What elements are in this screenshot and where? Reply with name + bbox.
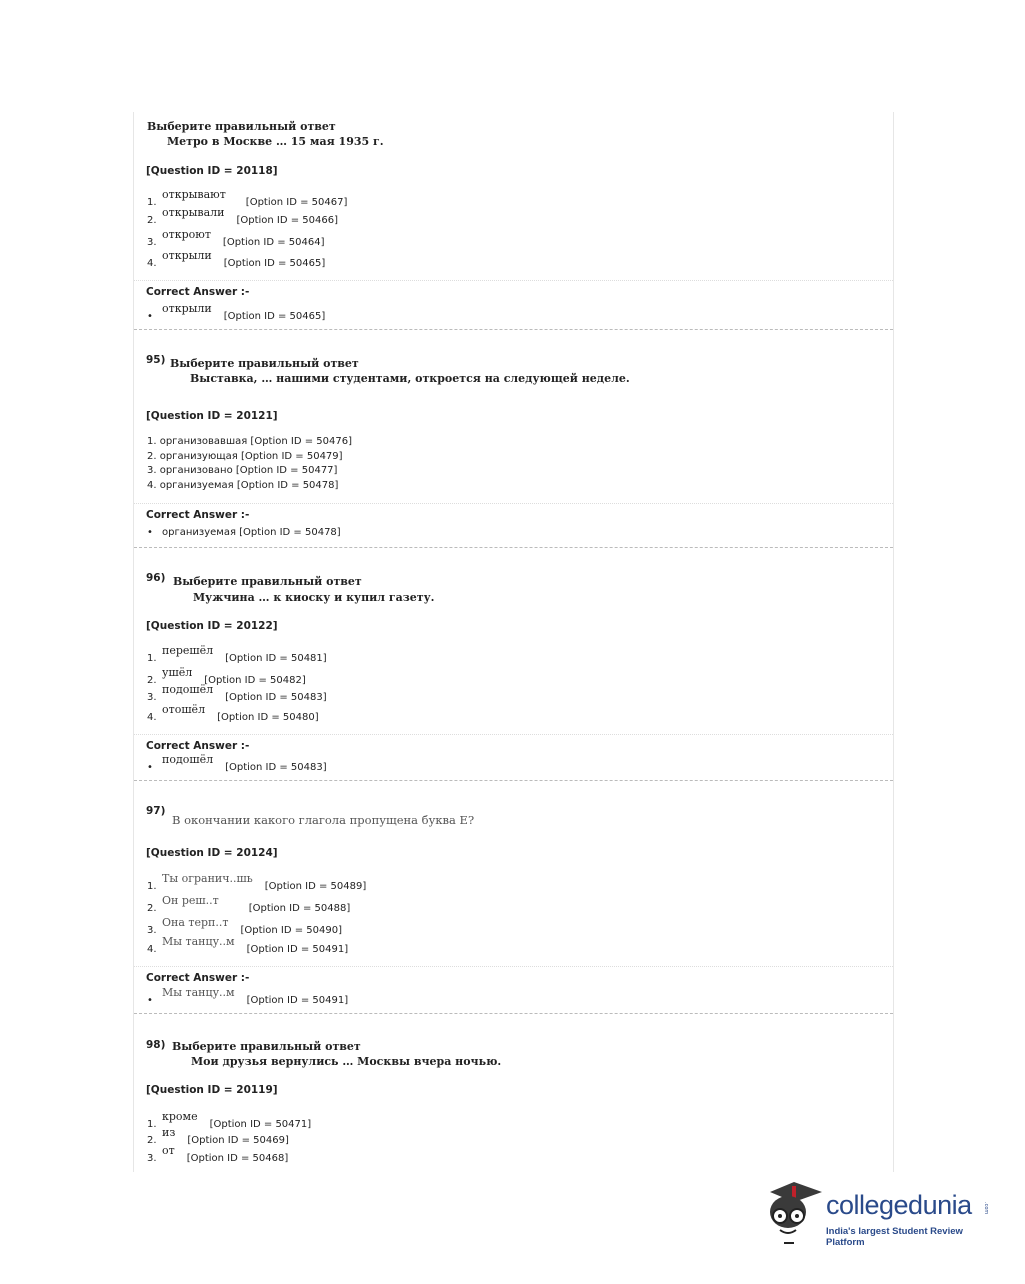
mascot-icon [766,1178,824,1248]
question-sentence: Мои друзья вернулись … Москвы вчера ночью. [191,1055,502,1068]
collegedunia-logo [766,1178,996,1248]
option-2: 2.открывали[Option ID = 50466] [147,206,339,226]
question-separator [134,547,893,548]
question-id: [Question ID = 20124] [146,847,278,859]
logo-wordmark: collegedunia [826,1190,972,1220]
question-id: [Question ID = 20118] [146,165,278,177]
option-1: 1.открывают[Option ID = 50467] [147,188,348,208]
question-id: [Question ID = 20122] [146,620,278,632]
question-title: Выберите правильный ответ [147,120,336,133]
logo-tagline: India's largest Student Review Platform [826,1226,963,1248]
exam-page [133,112,894,1172]
option-4: 4.Мы танцу..м[Option ID = 50491] [147,935,349,955]
question-title: Выберите правильный ответ [172,1040,361,1053]
correct-answer-label: Correct Answer :- [146,286,250,298]
question-sentence: Мужчина … к киоску и купил газету. [193,591,435,604]
option-3: 3.от[Option ID = 50468] [147,1144,289,1164]
question-separator [134,1013,893,1014]
option-3: 3.Она терп..т[Option ID = 50490] [147,916,343,936]
option-4: 4.открыли[Option ID = 50465] [147,249,326,269]
divider [134,280,893,281]
option-2: 2.из[Option ID = 50469] [147,1126,289,1146]
divider [134,503,893,504]
question-title: Выберите правильный ответ [173,575,362,588]
option-4: 4.отошёл[Option ID = 50480] [147,703,319,723]
correct-answer-label: Correct Answer :- [146,509,250,521]
correct-answer-label: Correct Answer :- [146,740,250,752]
question-number: 98) [146,1039,166,1051]
question-number: 97) [146,805,166,817]
option-4: 4. организуемая [Option ID = 50478] [147,480,339,491]
logo-domain: .com [983,1202,989,1215]
option-3: 3.откроют[Option ID = 50464] [147,228,325,248]
option-2: 2.Он реш..т[Option ID = 50488] [147,894,351,914]
question-id: [Question ID = 20119] [146,1084,278,1096]
question-sentence: Метро в Москве … 15 мая 1935 г. [167,135,384,148]
question-number: 96) [146,572,166,584]
question-title: В окончании какого глагола пропущена буква Е? [172,813,475,827]
option-1: 1.Ты огранич..шь[Option ID = 50489] [147,872,367,892]
option-2: 2. организующая [Option ID = 50479] [147,451,343,462]
question-separator [134,329,893,330]
question-id: [Question ID = 20121] [146,410,278,422]
option-1: 1.кроме[Option ID = 50471] [147,1110,312,1130]
question-separator [134,780,893,781]
option-1: 1.перешёл[Option ID = 50481] [147,644,327,664]
option-3: 3. организовано [Option ID = 50477] [147,465,338,476]
question-number: 95) [146,354,166,366]
divider [134,966,893,967]
option-3: 3.подошёл[Option ID = 50483] [147,683,327,703]
correct-answer: •открыли[Option ID = 50465] [147,302,326,322]
option-2: 2.ушёл[Option ID = 50482] [147,666,306,686]
correct-answer: •Мы танцу..м[Option ID = 50491] [147,986,349,1006]
correct-answer-label: Correct Answer :- [146,972,250,984]
correct-answer: •подошёл[Option ID = 50483] [147,753,327,773]
divider [134,734,893,735]
question-title: Выберите правильный ответ [170,357,359,370]
option-1: 1. организовавшая [Option ID = 50476] [147,436,352,447]
correct-answer: • организуемая [Option ID = 50478] [147,527,341,538]
question-sentence: Выставка, … нашими студентами, откроется на следующей неделе. [190,372,630,385]
